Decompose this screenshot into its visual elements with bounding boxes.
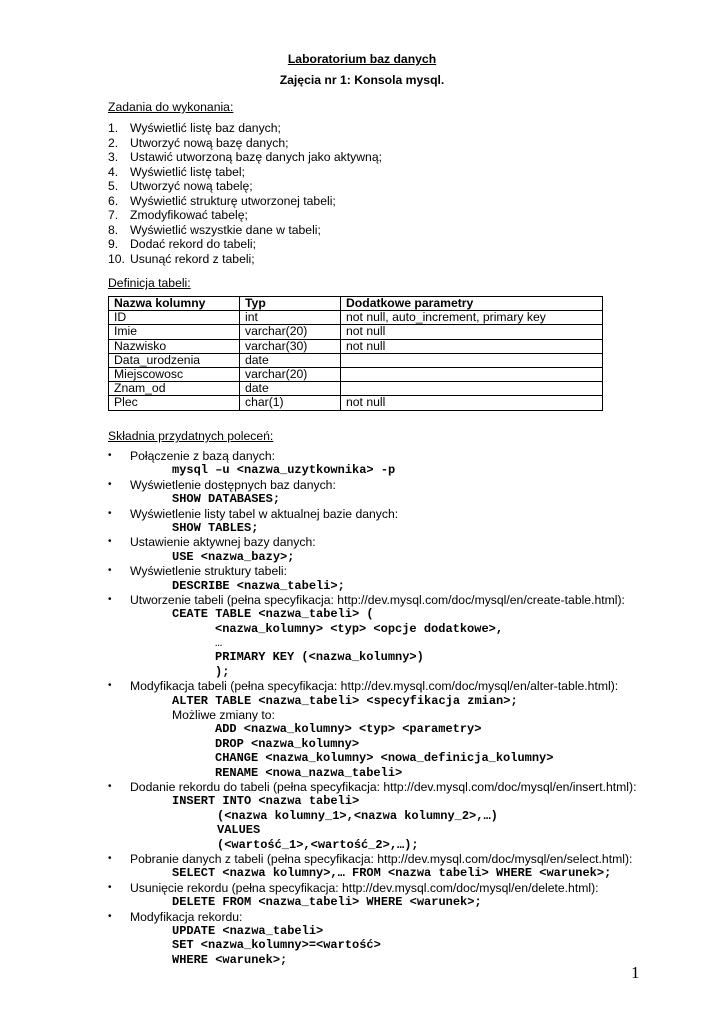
bullet-icon: • — [108, 507, 112, 519]
table-cell: Imie — [109, 325, 240, 339]
list-item — [108, 449, 708, 463]
bullet-icon: • — [108, 881, 112, 893]
bullet-icon: • — [108, 852, 112, 864]
bullet-icon: • — [108, 780, 112, 792]
table-row — [109, 325, 603, 339]
table-cell: char(1) — [240, 396, 341, 410]
list-item — [108, 223, 382, 238]
page-number: 1 — [631, 963, 640, 982]
list-item — [108, 136, 382, 151]
table-cell: date — [240, 382, 341, 396]
table-cell: Data_urodzenia — [109, 353, 240, 367]
table-header-row — [109, 297, 603, 311]
code-line: RENAME <nowa_nazwa_tabeli> — [215, 765, 403, 780]
code-line: DROP <nazwa_kolumny> — [215, 736, 360, 751]
bullet-icon: • — [108, 565, 112, 577]
list-item-text: Wyświetlić strukturę utworzonej tabeli; — [130, 193, 336, 208]
table-cell — [341, 382, 603, 396]
command-label: Wyświetlenie listy tabel w aktualnej bazie danych: — [130, 506, 399, 521]
table-row — [109, 382, 603, 396]
column-header: Dodatkowe parametry — [341, 297, 603, 311]
table-cell: varchar(20) — [240, 325, 341, 339]
list-item-number: 7. — [108, 208, 119, 222]
table-cell: not null, auto_increment, primary key — [341, 311, 603, 325]
command-label: Wyświetlenie struktury tabeli: — [130, 564, 288, 579]
command-label: Modyfikacja tabeli (pełna specyfikacja: http://dev.mysql.com/doc/mysql/en/alter-table.html): — [130, 679, 619, 694]
table-cell: varchar(30) — [240, 339, 341, 353]
table-cell: not null — [341, 396, 603, 410]
list-item — [108, 252, 382, 267]
code-line: INSERT INTO <nazwa tabeli> — [172, 794, 360, 809]
list-item-number: 10. — [108, 251, 125, 266]
command-label: Utworzenie tabeli (pełna specyfikacja: http://dev.mysql.com/doc/mysql/en/create-table.html): — [130, 592, 625, 607]
table-cell — [341, 368, 603, 382]
code-line: DESCRIBE <nazwa_tabeli>; — [172, 578, 345, 593]
changes-label: Możliwe zmiany to: — [172, 708, 275, 723]
table-cell: not null — [341, 325, 603, 339]
code-line: SHOW TABLES; — [172, 520, 259, 535]
table-cell: not null — [341, 339, 603, 353]
bullet-icon: • — [108, 680, 112, 692]
table-cell: Nazwisko — [109, 339, 240, 353]
table-cell: Znam_od — [109, 382, 240, 396]
table-row — [109, 311, 603, 325]
command-label: Wyświetlenie dostępnych baz danych: — [130, 477, 336, 492]
bullet-icon: • — [108, 450, 112, 461]
list-item-number: 9. — [108, 237, 119, 251]
code-line: WHERE <warunek>; — [172, 952, 288, 967]
list-item — [108, 194, 382, 209]
code-line: ADD <nazwa_kolumny> <typ> <parametry> — [215, 722, 482, 737]
code-line: (<nazwa kolumny_1>,<nazwa kolumny_2>,…) — [217, 808, 498, 823]
tasks-list — [108, 121, 382, 266]
list-item — [108, 910, 708, 924]
list-item — [108, 237, 382, 252]
list-item-number: 5. — [108, 179, 119, 193]
list-item — [108, 535, 708, 549]
command-label: Usunięcie rekordu (pełna specyfikacja: http://dev.mysql.com/doc/mysql/en/delete.html): — [130, 880, 599, 895]
list-item — [108, 780, 708, 794]
list-item-text: Usunąć rekord z tabeli; — [130, 251, 255, 266]
list-item-number: 4. — [108, 164, 119, 179]
command-label: Dodanie rekordu do tabeli (pełna specyfikacja: http://dev.mysql.com/doc/mysql/en/insert.html): — [130, 779, 637, 794]
table-definition — [108, 296, 603, 411]
bullet-icon: • — [108, 910, 112, 922]
code-line: UPDATE <nazwa_tabeli> — [172, 923, 324, 938]
table-cell: Miejscowosc — [109, 368, 240, 382]
list-item-text: Ustawić utworzoną bazę danych jako aktywną; — [130, 150, 383, 164]
code-line: USE <nazwa_bazy>; — [172, 549, 295, 564]
command-label: Pobranie danych z tabeli (pełna specyfikacja: http://dev.mysql.com/doc/mysql/en/select.html): — [130, 851, 633, 866]
list-item-text: Wyświetlić wszystkie dane w tabeli; — [130, 222, 321, 237]
code-line: SET <nazwa_kolumny>=<wartość> — [172, 938, 381, 953]
list-item — [108, 881, 708, 895]
list-item-number: 2. — [108, 135, 119, 150]
list-item-number: 6. — [108, 193, 119, 208]
table-row — [109, 339, 603, 353]
list-item-number: 1. — [108, 121, 119, 135]
table-cell: Plec — [109, 396, 240, 410]
table-row — [109, 396, 603, 410]
document-subtitle: Zajęcia nr 1: Konsola mysql. — [279, 73, 445, 87]
list-item — [108, 478, 708, 492]
list-item-text: Dodać rekord do tabeli; — [130, 237, 257, 251]
list-item — [108, 507, 708, 521]
syntax-list — [108, 449, 708, 967]
code-line: <nazwa_kolumny> <typ> <opcje dodatkowe>, — [215, 621, 504, 636]
table-cell: int — [240, 311, 341, 325]
list-item — [108, 593, 708, 607]
list-item-text: Wyświetlić listę tabel; — [130, 164, 246, 179]
list-item-text: Utworzyć nową tabelę; — [130, 179, 253, 193]
code-line: VALUES — [217, 823, 261, 838]
tasks-heading: Zadania do wykonania: — [108, 100, 234, 114]
list-item — [108, 165, 382, 180]
code-line: SELECT <nazwa kolumny>,… FROM <nazwa tabeli> WHERE <warunek>; — [172, 866, 612, 881]
list-item — [108, 150, 382, 165]
bullet-icon: • — [108, 478, 112, 490]
bullet-icon: • — [108, 593, 112, 605]
list-item-number: 3. — [108, 150, 119, 164]
code-line: PRIMARY KEY (<nazwa_kolumny>) — [215, 650, 424, 665]
code-line: … — [215, 636, 223, 651]
code-line: ); — [215, 664, 230, 679]
list-item — [108, 679, 708, 693]
table-cell: date — [240, 353, 341, 367]
code-line: mysql –u <nazwa_uzytkownika> -p — [172, 463, 396, 478]
table-row — [109, 353, 603, 367]
list-item — [108, 852, 708, 866]
code-line: SHOW DATABASES; — [172, 492, 281, 507]
table-cell — [341, 353, 603, 367]
code-line: CEATE TABLE <nazwa_tabeli> ( — [172, 607, 374, 622]
list-item — [108, 208, 382, 223]
command-label: Modyfikacja rekordu: — [130, 909, 243, 924]
table-row — [109, 368, 603, 382]
list-item-text: Wyświetlić listę baz danych; — [130, 121, 281, 135]
list-item — [108, 121, 382, 136]
code-line: CHANGE <nazwa_kolumny> <nowa_definicja_kolumny> — [215, 751, 554, 766]
command-label: Ustawienie aktywnej bazy danych: — [130, 535, 316, 550]
table-cell: ID — [109, 311, 240, 325]
code-line: (<wartość_1>,<wartość_2>,…); — [217, 837, 419, 852]
list-item — [108, 564, 708, 578]
code-line: DELETE FROM <nazwa_tabeli> WHERE <warunek>; — [172, 895, 482, 910]
document-title: Laboratorium baz danych — [287, 52, 437, 66]
list-item-text: Zmodyfikować tabelę; — [130, 208, 248, 222]
command-label: Połączenie z bazą danych: — [130, 449, 275, 463]
bullet-icon: • — [108, 536, 112, 548]
syntax-heading: Składnia przydatnych poleceń: — [108, 429, 274, 443]
column-header: Nazwa kolumny — [109, 297, 240, 311]
list-item — [108, 179, 382, 194]
list-item-text: Utworzyć nową bazę danych; — [130, 135, 289, 150]
code-line: ALTER TABLE <nazwa_tabeli> <specyfikacja zmian>; — [172, 693, 518, 708]
column-header: Typ — [240, 297, 341, 311]
table-heading: Definicja tabeli: — [108, 276, 191, 290]
list-item-number: 8. — [108, 222, 119, 237]
table-cell: varchar(20) — [240, 368, 341, 382]
